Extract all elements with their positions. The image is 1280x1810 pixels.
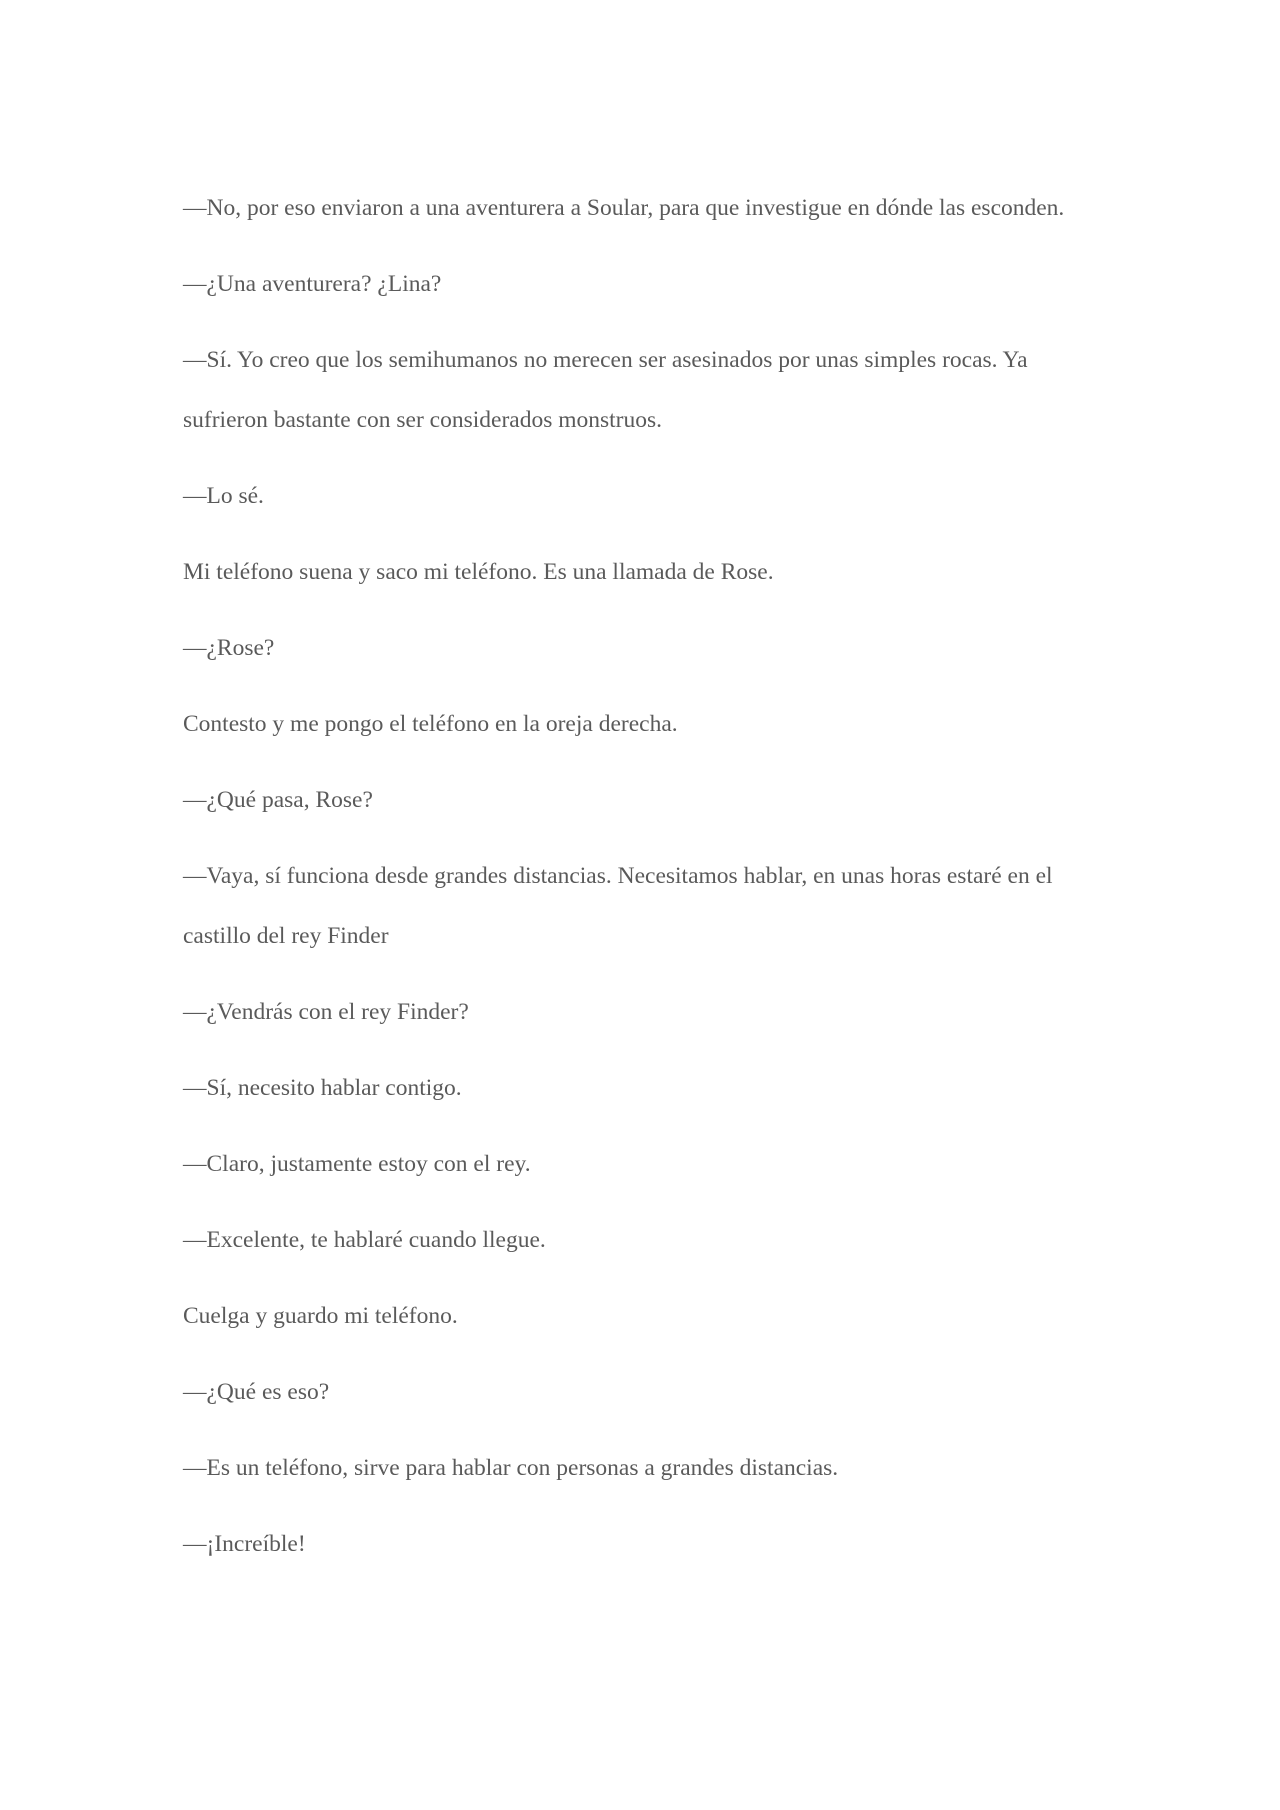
paragraph: —¿Vendrás con el rey Finder? — [183, 999, 469, 1025]
paragraph: —¿Qué pasa, Rose? — [183, 787, 373, 813]
paragraph: —Vaya, sí funciona desde grandes distancias. Necesitamos hablar, en unas horas estaré en el castillo del rey Finder — [183, 863, 1053, 949]
paragraph: —Sí, necesito hablar contigo. — [183, 1075, 462, 1101]
paragraph: —Es un teléfono, sirve para hablar con personas a grandes distancias. — [183, 1455, 839, 1481]
paragraph: —¡Increíble! — [183, 1531, 306, 1557]
document-page — [183, 178, 1103, 1590]
paragraph: —Lo sé. — [183, 483, 264, 509]
paragraph: Contesto y me pongo el teléfono en la oreja derecha. — [183, 711, 678, 737]
paragraph: —No, por eso enviaron a una aventurera a Soular, para que investigue en dónde las esconden. — [183, 195, 1065, 221]
paragraph: —¿Rose? — [183, 635, 275, 661]
paragraph: —Sí. Yo creo que los semihumanos no merecen ser asesinados por unas simples rocas. Ya sufrieron bastante con ser considerados monstruos. — [183, 347, 1028, 433]
paragraph: —¿Qué es eso? — [183, 1379, 330, 1405]
paragraph: Cuelga y guardo mi teléfono. — [183, 1303, 458, 1329]
paragraph: —Excelente, te hablaré cuando llegue. — [183, 1227, 546, 1253]
paragraph: —Claro, justamente estoy con el rey. — [183, 1151, 531, 1177]
paragraph: Mi teléfono suena y saco mi teléfono. Es una llamada de Rose. — [183, 559, 774, 585]
paragraph: —¿Una aventurera? ¿Lina? — [183, 271, 442, 297]
